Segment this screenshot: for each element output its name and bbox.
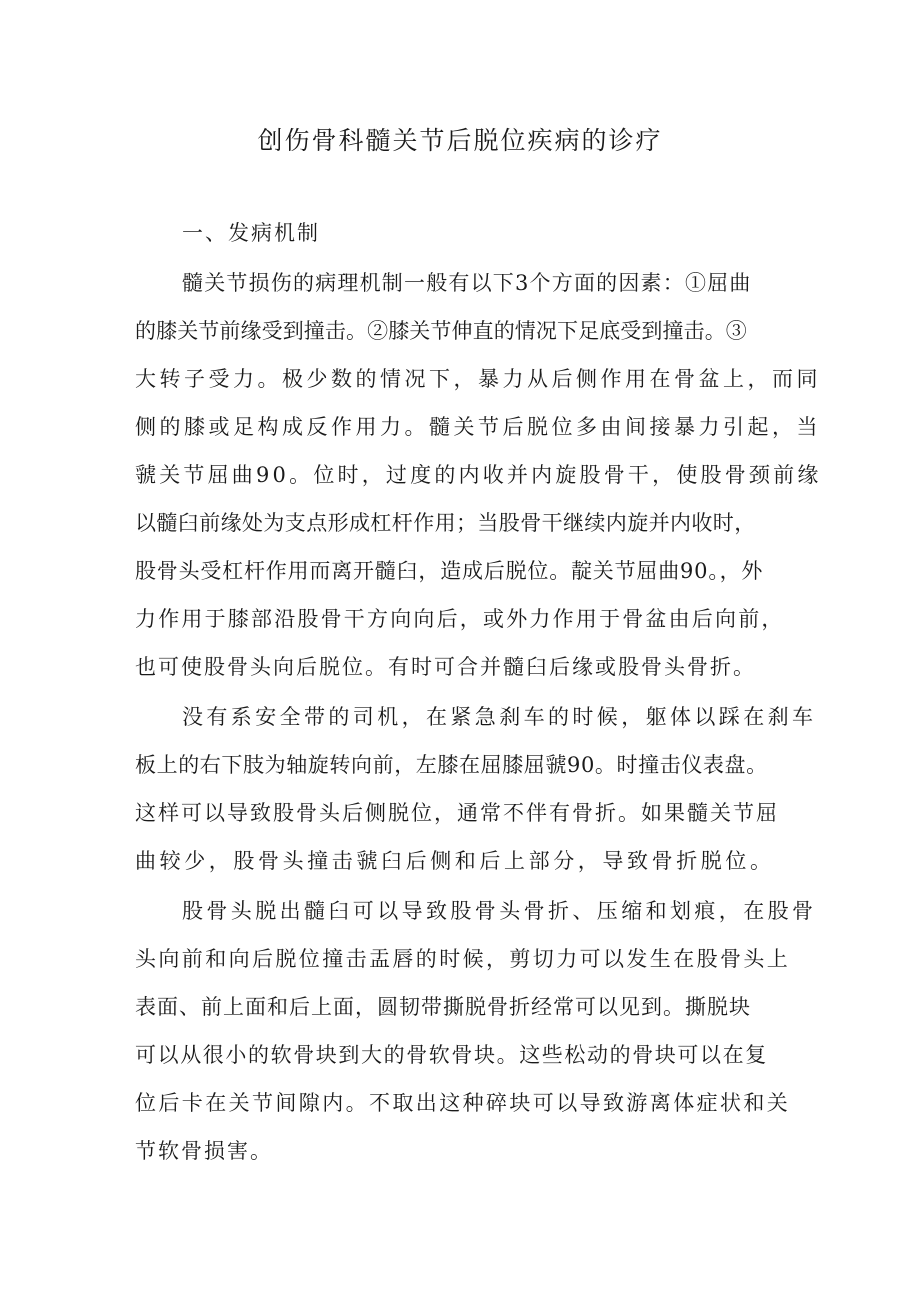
- paragraph-line: 头向前和向后脱位撞击盂唇的时候，剪切力可以发生在股骨头上: [135, 947, 791, 971]
- paragraph-line: 髓关节损伤的病理机制一般有以下3个方面的因素：①屈曲: [182, 271, 752, 295]
- paragraph-line: 股骨头脱出髓臼可以导致股骨头骨折、压缩和划痕，在股骨: [182, 899, 817, 923]
- paragraph-line: 也可使股骨头向后脱位。有时可合并髓臼后缘或股骨头骨折。: [135, 655, 756, 679]
- paragraph-line: 曲较少，股骨头撞击虢臼后侧和后上部分，导致骨折脱位。: [135, 849, 775, 873]
- paragraph-line: 板上的右下肢为轴旋转向前，左膝在屈膝屈虢90。时撞击仪表盘。: [135, 753, 768, 777]
- paragraph-line: 没有系安全带的司机，在紧急刹车的时候，躯体以踩在刹车: [182, 705, 817, 729]
- paragraph-line: 这样可以导致股骨头后侧脱位，通常不伴有骨折。如果髓关节屈: [135, 801, 779, 825]
- paragraph-line: 侧的膝或足构成反作用力。髓关节后脱位多由间接暴力引起，当: [135, 415, 821, 439]
- paragraph-line: 位后卡在关节间隙内。不取出这种碎块可以导致游离体症状和关: [135, 1091, 791, 1115]
- paragraph-line: 虢关节屈曲90。位时，过度的内收并内旋股骨干，使股骨颈前缘: [135, 463, 822, 487]
- paragraph-line: 大转子受力。极少数的情况下，暴力从后侧作用在骨盆上，而同: [135, 367, 821, 391]
- paragraph-line: 的膝关节前缘受到撞击。②膝关节伸直的情况下足底受到撞击。③: [135, 319, 747, 343]
- paragraph-line: 表面、前上面和后上面，圆韧带撕脱骨折经常可以见到。撕脱块: [135, 995, 751, 1019]
- section-heading: 一、发病机制: [182, 221, 320, 245]
- paragraph-line: 可以从很小的软骨块到大的骨软骨块。这些松动的骨块可以在复: [135, 1043, 768, 1067]
- paragraph-line: 节软骨损害。: [135, 1139, 273, 1163]
- paragraph-line: 以髓臼前缘处为支点形成杠杆作用；当股骨干继续内旋并内收时，: [135, 511, 756, 535]
- paragraph-line: 股骨头受杠杆作用而离开髓臼，造成后脱位。靛关节屈曲90。，外: [135, 559, 764, 583]
- document-title: 创伤骨科髓关节后脱位疾病的诊疗: [257, 126, 663, 155]
- paragraph-line: 力作用于膝部沿股骨干方向向后，或外力作用于骨盆由后向前，: [135, 607, 785, 631]
